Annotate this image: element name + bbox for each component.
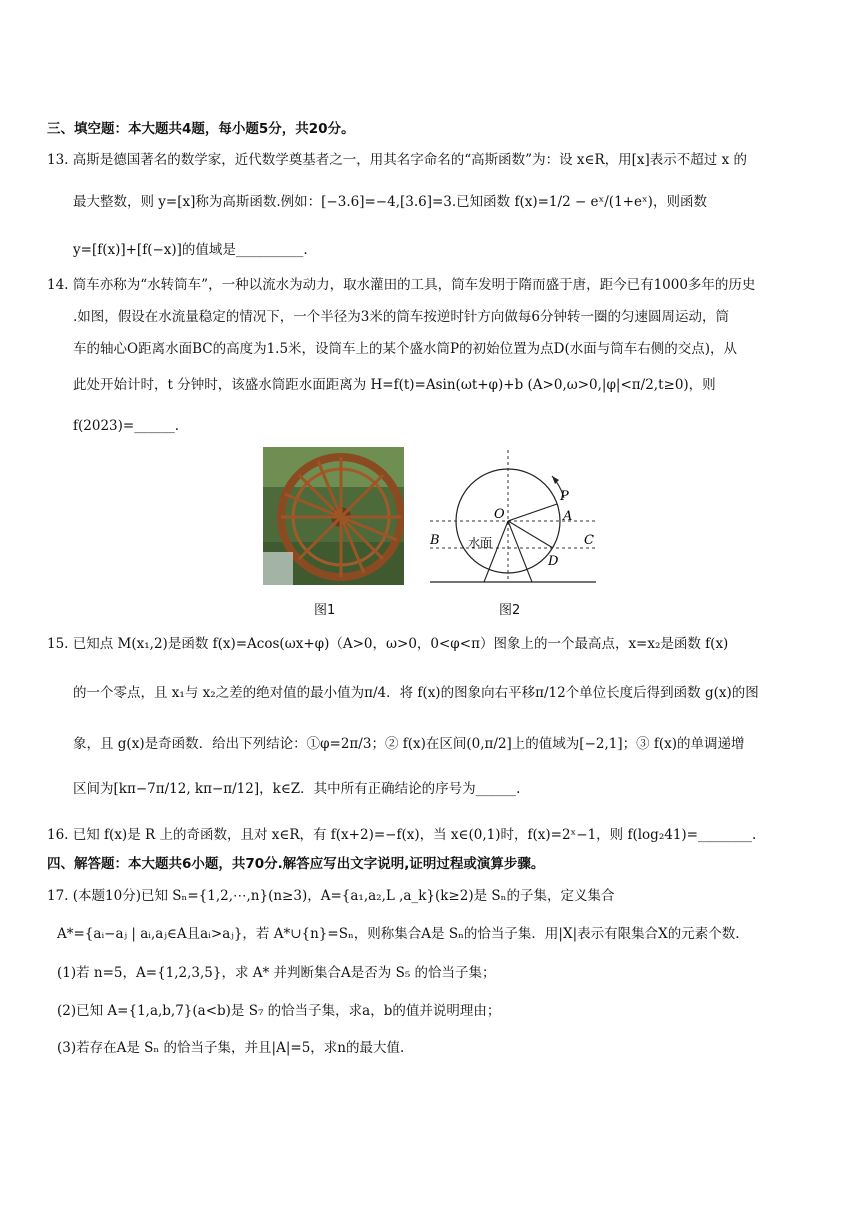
q15-line3: 象，且 g(x)是奇函数．给出下列结论：①φ=2π/3；② f(x)在区间(0,π/2]上的值域为[−2,1]；③ f(x)的单调递增 xyxy=(73,736,745,752)
figure-2-caption: 图2 xyxy=(499,603,521,618)
q17-line2: A*={aᵢ−aⱼ | aᵢ,aⱼ∈A且aᵢ>aⱼ}，若 A*∪{n}=Sₙ，则称集合A是 Sₙ的恰当子集．用|X|表示有限集合X的元素个数. xyxy=(57,926,740,942)
q15-line2: 的一个零点，且 x₁与 x₂之差的绝对值的最小值为π/4．将 f(x)的图象向右平移π/12个单位长度后得到函数 g(x)的图 xyxy=(73,685,759,701)
label-a: A xyxy=(563,509,573,524)
q17-part2: (2)已知 A={1,a,b,7}(a<b)是 S₇ 的恰当子集，求a，b的值并说明理由； xyxy=(57,1003,501,1019)
q13-line1: 13. 高斯是德国著名的数学家，近代数学奠基者之一，用其名字命名的“高斯函数”为：设 x∈R，用[x]表示不超过 x 的 xyxy=(47,152,747,168)
figure-1-caption: 图1 xyxy=(314,603,336,618)
q13-line2: 最大整数，则 y=[x]称为高斯函数.例如：[−3.6]=−4,[3.6]=3.已知函数 f(x)=1/2 − eˣ/(1+eˣ)，则函数 xyxy=(73,194,707,210)
q15-line4: 区间为[kπ−7π/12, kπ−π/12]，k∈Z．其中所有正确结论的序号为______. xyxy=(73,781,521,797)
q16-line1: 16. 已知 f(x)是 R 上的奇函数，且对 x∈R，有 f(x+2)=−f(x)，当 x∈(0,1)时，f(x)=2ˣ−1，则 f(log₂41)=________. xyxy=(47,827,757,843)
q14-line2: .如图，假设在水流量稳定的情况下，一个半径为3米的筒车按逆时针方向做每6分钟转一圈的匀速圆周运动，筒 xyxy=(73,309,729,325)
label-d: D xyxy=(548,554,559,569)
label-water-surface: 水面 xyxy=(468,536,493,550)
q17-part3: (3)若存在A是 Sₙ 的恰当子集，并且|A|=5，求n的最大值. xyxy=(57,1040,405,1056)
label-o: O xyxy=(494,507,505,522)
q15-line1: 15. 已知点 M(x₁,2)是函数 f(x)=Acos(ωx+φ)（A>0，ω>0，0<φ<π）图象上的一个最高点，x=x₂是函数 f(x) xyxy=(47,636,729,652)
q14-line3: 车的轴心O距离水面BC的高度为1.5米，设筒车上的某个盛水筒P的初始位置为点D(水面与筒车右侧的交点)，从 xyxy=(73,341,737,357)
label-b: B xyxy=(430,533,440,548)
q17-part1: (1)若 n=5，A={1,2,3,5}，求 A* 并判断集合A是否为 S₅ 的恰当子集； xyxy=(57,965,496,981)
section4-heading: 四、解答题：本大题共6小题，共70分.解答应写出文字说明,证明过程或演算步骤。 xyxy=(47,856,545,872)
label-p: P xyxy=(560,489,569,504)
label-c: C xyxy=(584,533,594,548)
q17-line1: 17. (本题10分)已知 Sₙ={1,2,⋯,n}(n≥3)，A={a₁,a₂,L ,a_k}(k≥2)是 Sₙ的子集，定义集合 xyxy=(47,888,615,904)
section3-heading: 三、填空题：本大题共4题，每小题5分，共20分。 xyxy=(47,121,355,137)
q14-line4: 此处开始计时，t 分钟时，该盛水筒距水面距离为 H=f(t)=Asin(ωt+φ)+b (A>0,ω>0,|φ|<π/2,t≥0)，则 xyxy=(73,377,716,393)
figure-1-waterwheel-photo xyxy=(263,447,404,585)
q14-line5: f(2023)=______. xyxy=(73,418,179,434)
q14-line1: 14. 筒车亦称为“水转筒车”，一种以流水为动力，取水灌田的工具，筒车发明于隋而盛于唐，距今已有1000多年的历史 xyxy=(47,277,756,293)
q13-line3: y=[f(x)]+[f(−x)]的值域是__________. xyxy=(73,242,308,258)
figure-2-diagram xyxy=(424,448,604,588)
